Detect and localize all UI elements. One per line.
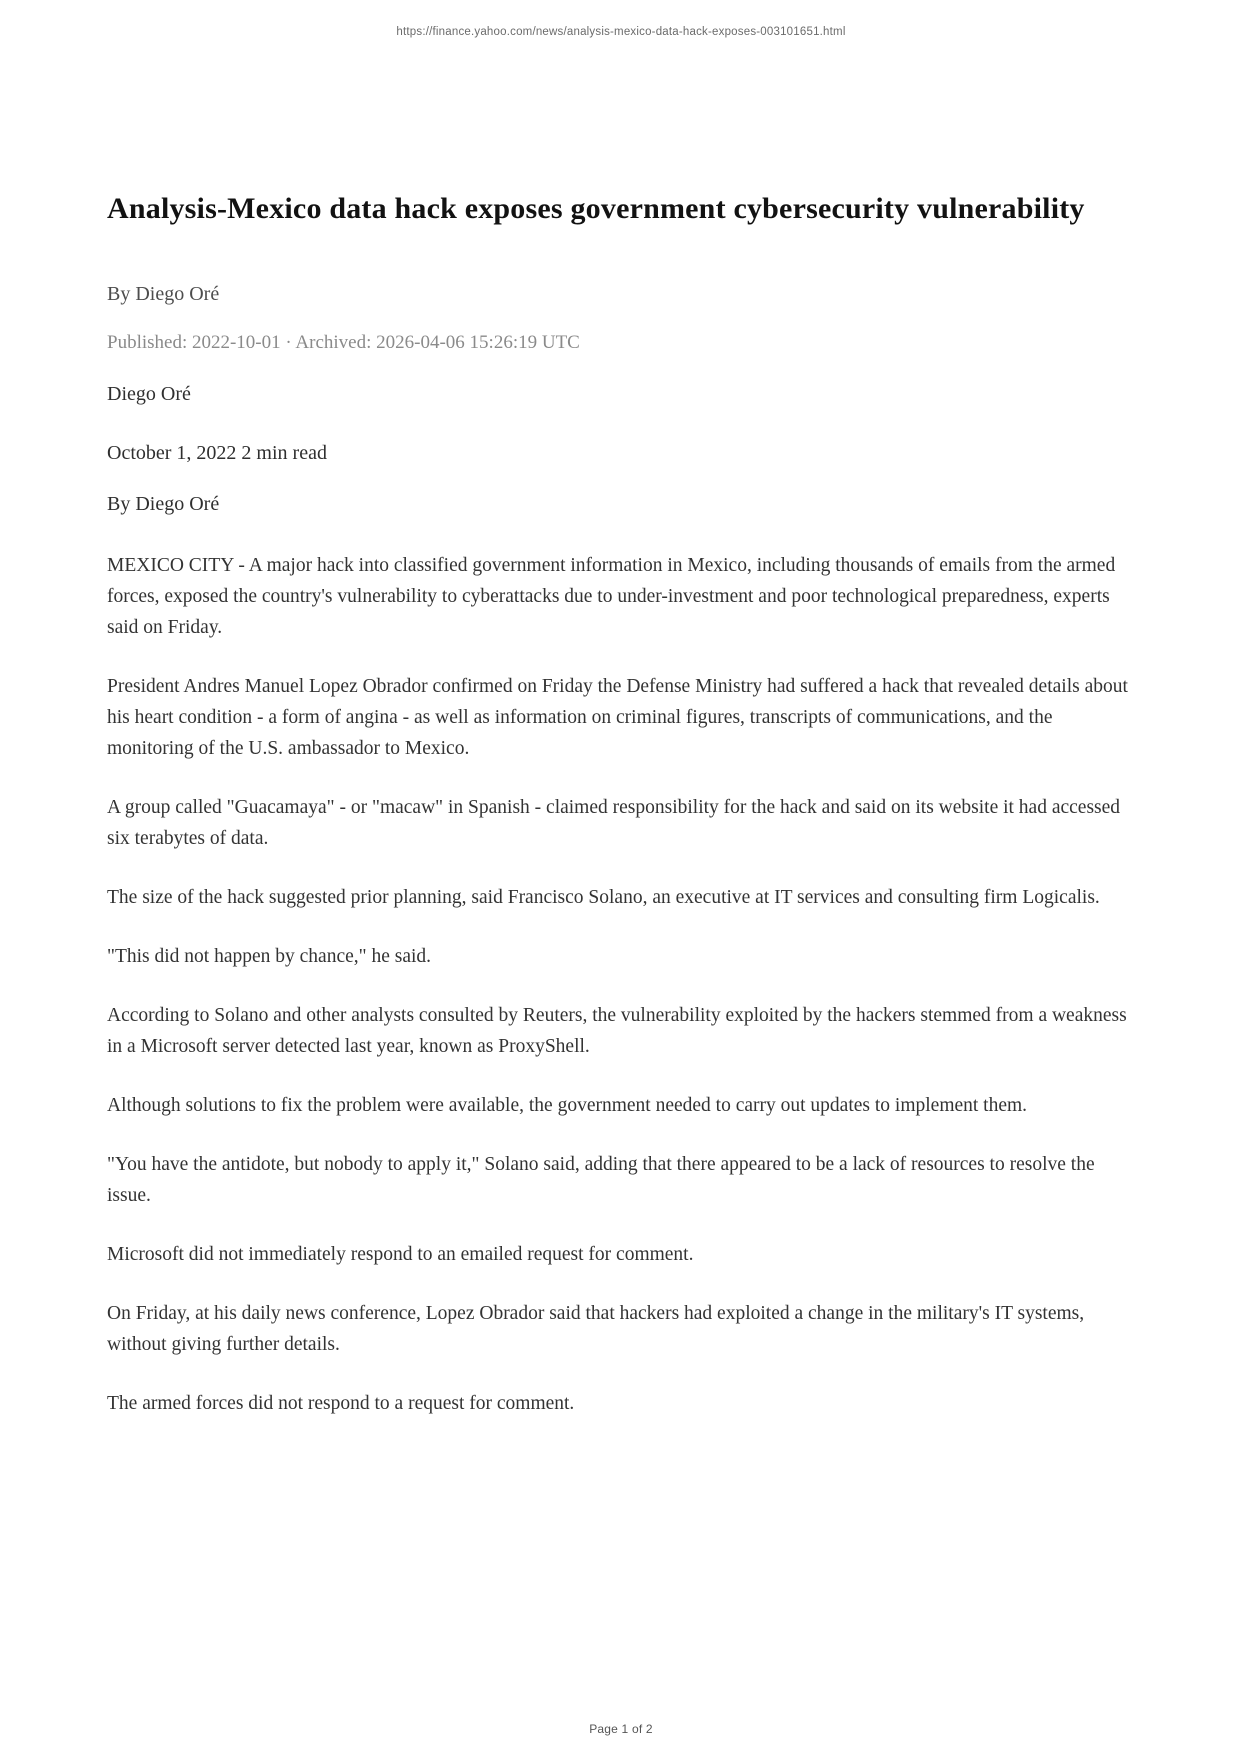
article-title: Analysis-Mexico data hack exposes government cybersecurity vulnerability xyxy=(107,192,1085,225)
published-archived-line: Published: 2022-10-01 · Archived: 2026-04-06 15:26:19 UTC xyxy=(107,332,580,353)
article-byline-repeat: By Diego Oré xyxy=(107,493,220,515)
article-paragraph: On Friday, at his daily news conference, Lopez Obrador said that hackers had exploited a change in the military's IT systems, without giving further details. xyxy=(107,1303,1085,1355)
article-content xyxy=(107,0,1135,1447)
article-paragraph: President Andres Manuel Lopez Obrador confirmed on Friday the Defense Ministry had suffered a hack that revealed details about his heart condition - a form of angina - as well as information on criminal figures, transcripts of communications, and the monitoring of the U.S. ambassador to Mexico. xyxy=(107,676,1128,759)
author-name: Diego Oré xyxy=(107,383,191,405)
article-paragraph: According to Solano and other analysts consulted by Reuters, the vulnerability exploited by the hackers stemmed from a weakness in a Microsoft server detected last year, known as ProxyShell. xyxy=(107,1005,1127,1057)
article-paragraph: "This did not happen by chance," he said. xyxy=(107,946,432,967)
print-header-url: https://finance.yahoo.com/news/analysis-mexico-data-hack-exposes-003101651.html xyxy=(396,26,846,38)
page-number: Page 1 of 2 xyxy=(589,1722,653,1736)
article-paragraph: The armed forces did not respond to a request for comment. xyxy=(107,1393,575,1414)
article-byline: By Diego Oré xyxy=(107,283,220,305)
article-body xyxy=(107,550,1135,1419)
article-paragraph: Although solutions to fix the problem were available, the government needed to carry out updates to implement them. xyxy=(107,1095,1028,1116)
article-paragraph: Microsoft did not immediately respond to an emailed request for comment. xyxy=(107,1244,694,1265)
date-and-read-time: October 1, 2022 2 min read xyxy=(107,442,327,464)
article-paragraph: A group called "Guacamaya" - or "macaw" in Spanish - claimed responsibility for the hack and said on its website it had accessed six terabytes of data. xyxy=(107,797,1121,849)
article-paragraph: The size of the hack suggested prior planning, said Francisco Solano, an executive at IT services and consulting firm Logicalis. xyxy=(107,887,1100,908)
article-paragraph: "You have the antidote, but nobody to apply it," Solano said, adding that there appeared to be a lack of resources to resolve the issue. xyxy=(107,1154,1095,1206)
article-paragraph: MEXICO CITY - A major hack into classified government information in Mexico, including thousands of emails from the armed forces, exposed the country's vulnerability to cyberattacks due to under-investment and poor technological preparedness, experts said on Friday. xyxy=(107,555,1116,638)
